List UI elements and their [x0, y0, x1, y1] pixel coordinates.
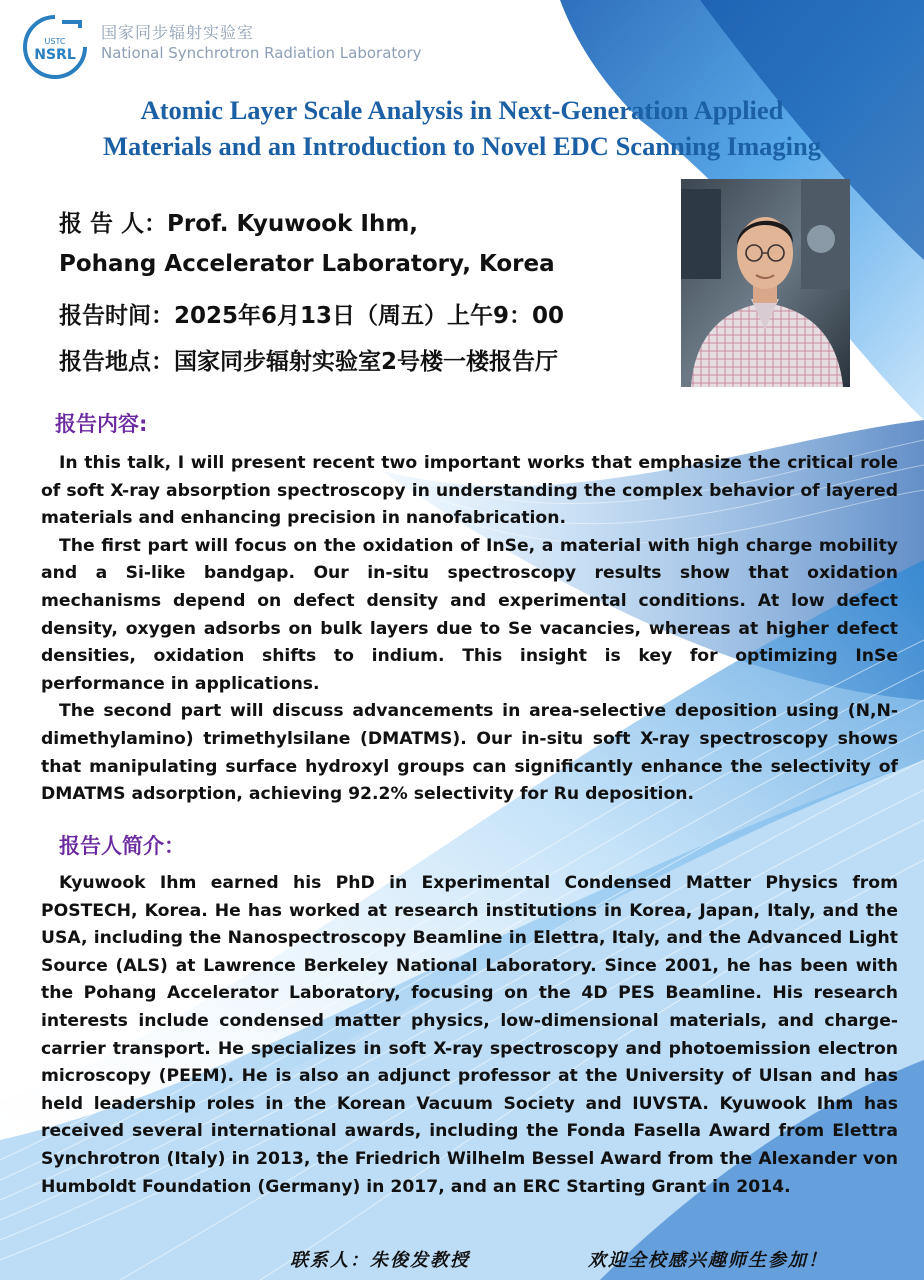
welcome-text: 欢迎全校感兴趣师生参加！: [588, 1250, 828, 1271]
speaker-photo: [681, 179, 850, 387]
abstract-paragraph: The second part will discuss advancements in area-selective deposition using (N,N-dimethylamino) trimethylsilane (DMATMS). Our in-situ soft X-ray spectroscopy shows that manipulating surface hydroxyl groups can significantly enhance the selectivity of DMATMS adsorption, achieving 92.2% selectivity for Ru deposition.: [41, 701, 898, 805]
abstract-paragraph: The first part will focus on the oxidation of InSe, a material with high charge mobility and a Si-like bandgap. Our in-situ spectroscopy results show that oxidation mechanisms depend on defect density and experimental conditions. At low defect density, oxygen adsorbs on bulk layers due to Se vacancies, whereas at higher defect densities, oxidation shifts to indium. This insight is key for optimizing InSe performance in applications.: [41, 535, 898, 694]
speaker-line: 报 告 人：Prof. Kyuwook Ihm,: [59, 211, 419, 237]
bio-heading: 报告人简介：: [59, 834, 185, 858]
svg-text:USTC: USTC: [44, 37, 66, 46]
affiliation-line: Pohang Accelerator Laboratory, Korea: [59, 251, 555, 277]
place-line: 报告地点：国家同步辐射实验室2号楼一楼报告厅: [59, 349, 559, 375]
bio-body: [41, 870, 898, 1201]
svg-text:NSRL: NSRL: [34, 47, 76, 63]
lab-name-en: National Synchrotron Radiation Laboratory: [101, 44, 422, 62]
abstract-heading: 报告内容:: [55, 412, 148, 436]
title-line-1: Atomic Layer Scale Analysis in Next-Generation Applied: [140, 95, 784, 125]
contact-text: 联系人：朱俊发教授: [290, 1250, 470, 1271]
bio-paragraph: Kyuwook Ihm earned his PhD in Experimental Condensed Matter Physics from POSTECH, Korea. He has worked at research institutions in Korea, Japan, Italy, and the USA, including the Nanospectroscopy Beamline in Elettra, Italy, and the Advanced Light Source (ALS) at Lawrence Berkeley National Laboratory. Since 2001, he has been with the Pohang Accelerator Laboratory, focusing on the 4D PES Beamline. His research interests include condensed matter physics, low-dimensional materials, and charge-carrier transport. He specializes in soft X-ray spectroscopy and photoemission electron microscopy (PEEM). He is also an adjunct professor at the University of Ulsan and has held leadership roles in the Korean Vacuum Society and IUVSTA. Kyuwook Ihm has received several international awards, including the Fonda Fasella Award from Elettra Synchrotron (Italy) in 2013, the Friedrich Wilhelm Bessel Award from the Alexander von Humboldt Foundation (Germany) in 2017, and an ERC Starting Grant in 2014.: [41, 873, 898, 1197]
title-line-2: Materials and an Introduction to Novel EDC Scanning Imaging: [102, 131, 822, 161]
abstract-body: [41, 450, 898, 809]
nsrl-logo: [22, 14, 88, 80]
time-line: 报告时间：2025年6月13日（周五）上午9：00: [59, 303, 565, 329]
abstract-paragraph: In this talk, I will present recent two important works that emphasize the critical role of soft X-ray absorption spectroscopy in understanding the complex behavior of layered materials and enhancing precision in nanofabrication.: [41, 453, 898, 529]
lab-name-cn: 国家同步辐射实验室: [101, 23, 255, 42]
talk-title: [20, 92, 904, 164]
